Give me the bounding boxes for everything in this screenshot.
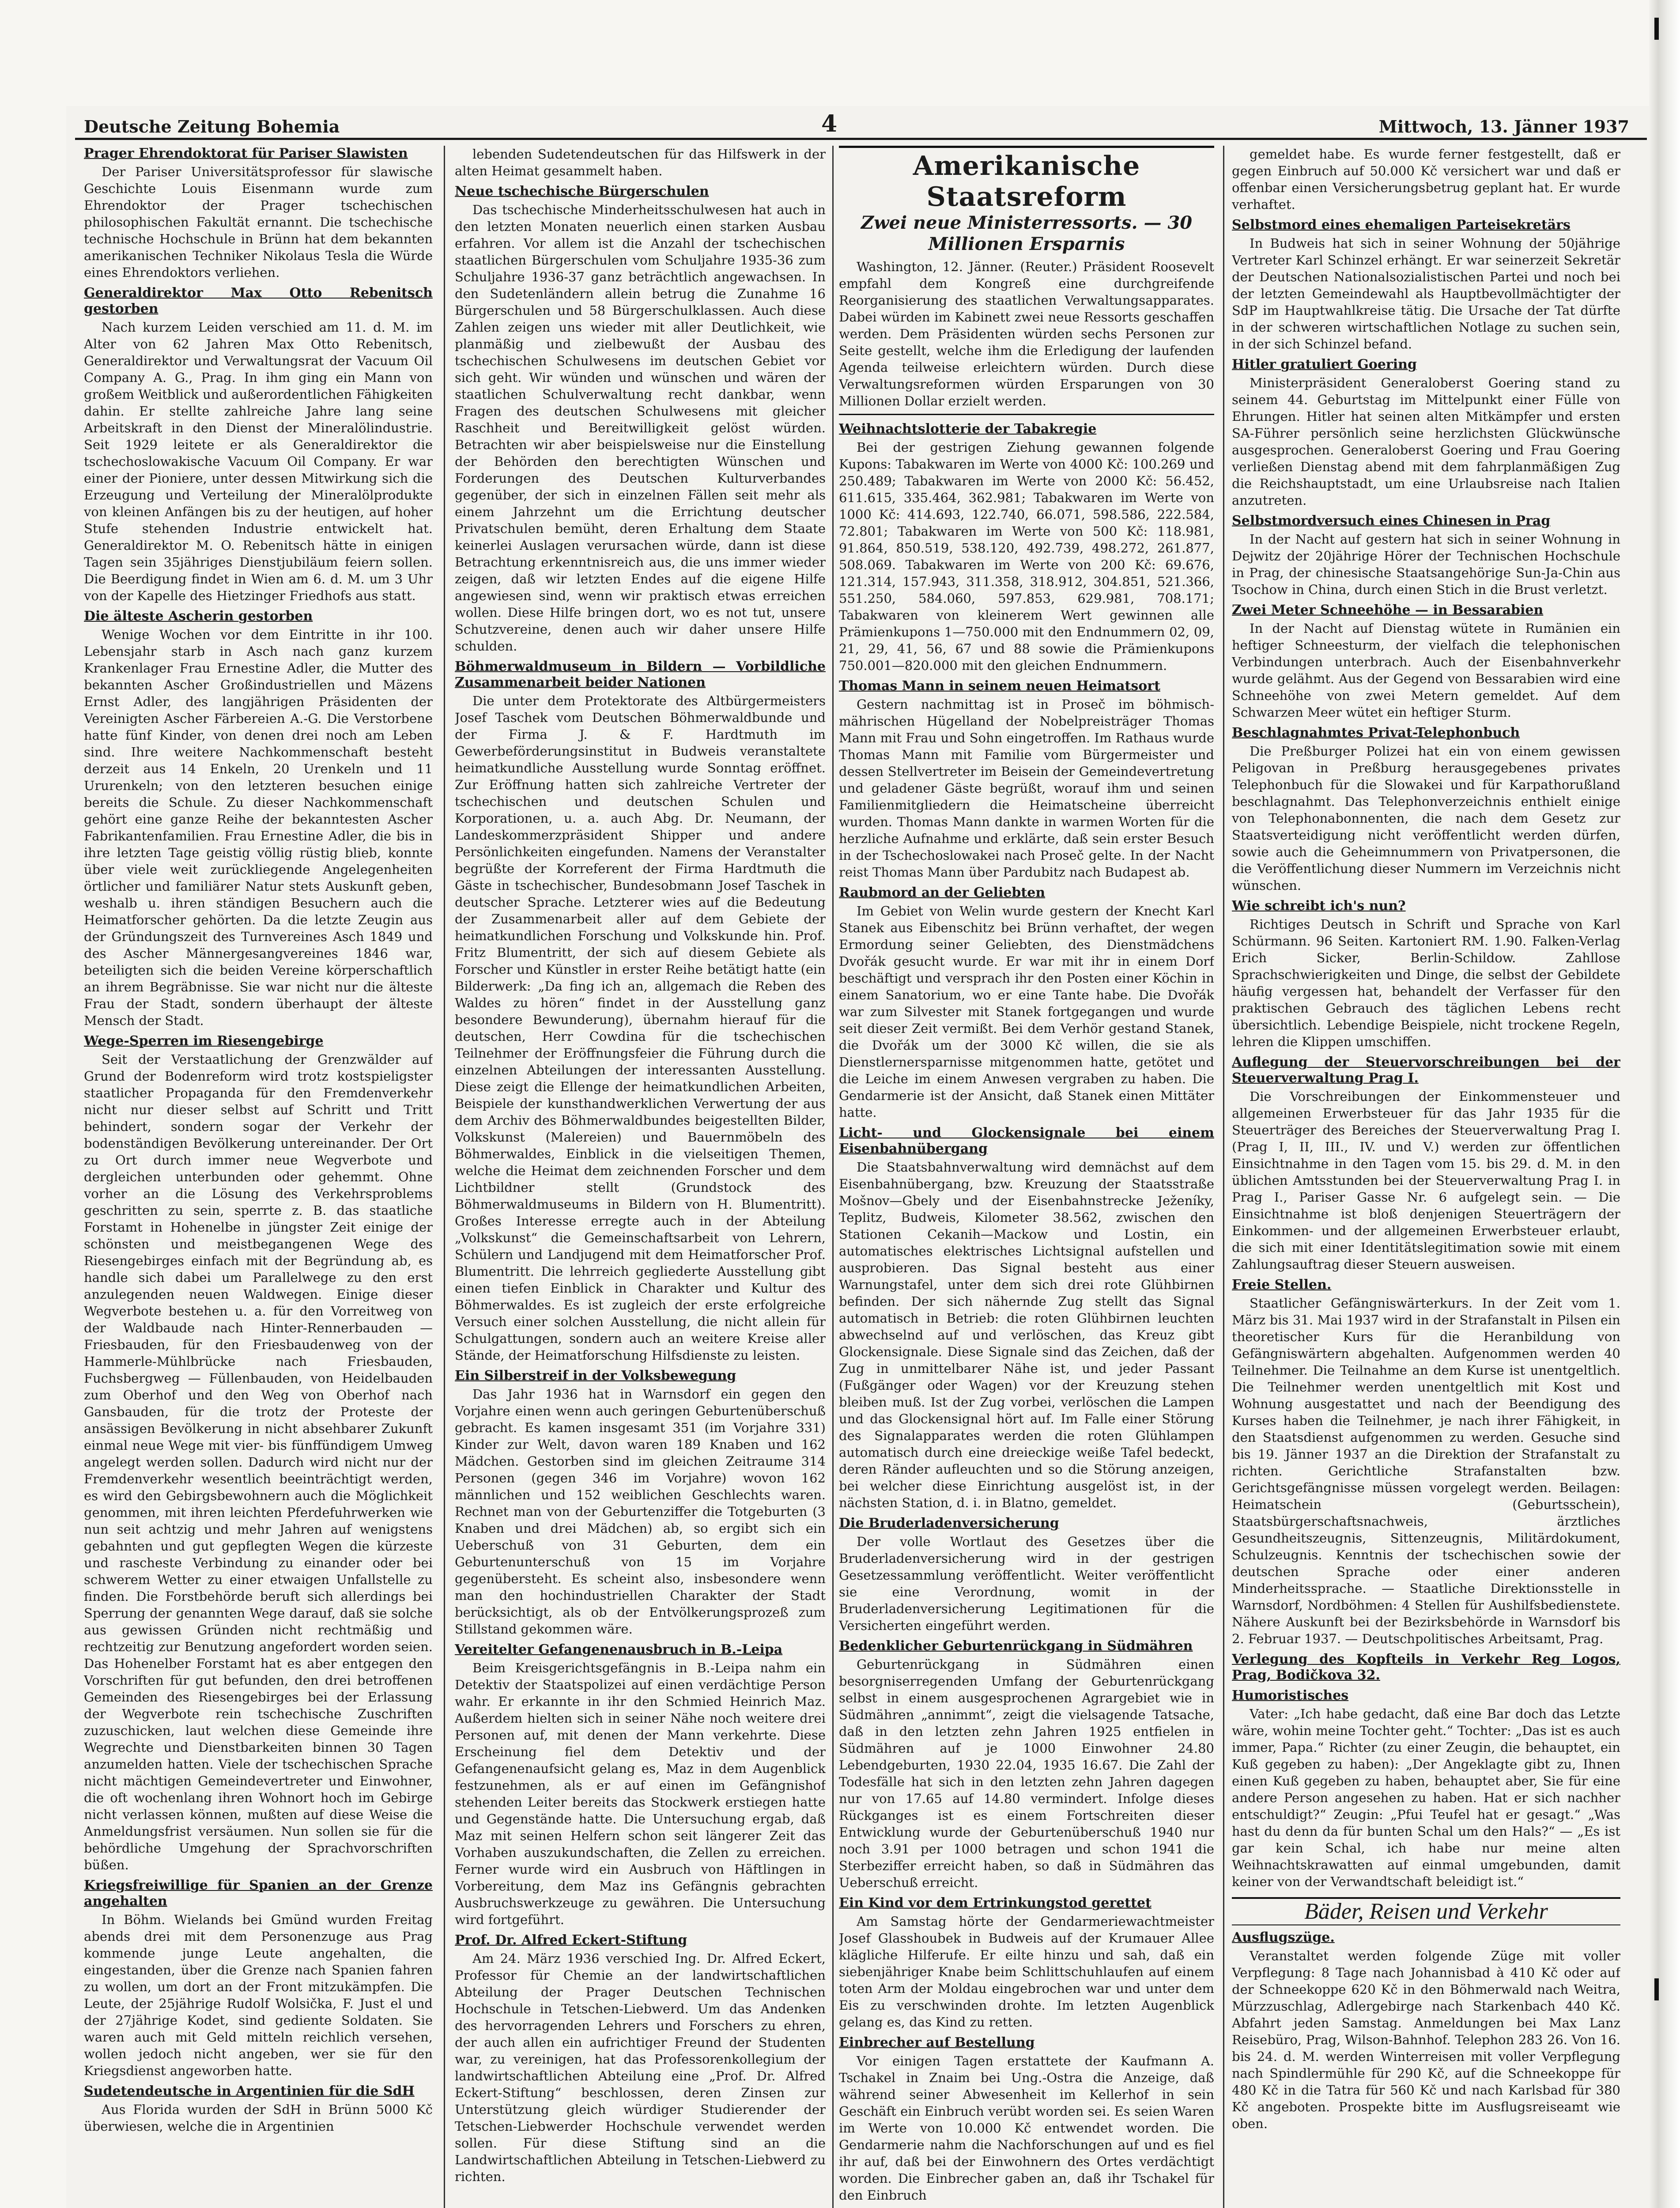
article	[839, 1125, 1214, 1511]
article-headline: Thomas Mann in seinem neuen Heimatsort	[839, 678, 1160, 694]
article-body: In der Nacht auf Dienstag wütete in Rumänien ein heftiger Schneesturm, der vielfach die telephonischen Verbindungen unterbrach. Auch der Eisenbahnverkehr wurde gelähmt. Aus der Gegend von Bessarabien wird eine Schneehöhe von zwei Metern gemeldet. Auf dem Schwarzen Meer wütet ein heftiger Sturm.	[1232, 621, 1620, 720]
scan-mark	[1654, 1978, 1659, 2000]
article	[1232, 146, 1620, 213]
article-headline: Freie Stellen.	[1232, 1277, 1332, 1293]
column-3	[839, 146, 1214, 2208]
article-body: In Budweis hat sich in seiner Wohnung der 50jährige Vertreter Karl Schinzel erhängt. Er war seinerzeit Sekretär der Deutschen Nationalsozialistischen Partei und noch bei der letzten Gemeindewahl als Hauptbevollmächtigter der SdP im Hauptwahlkreise tätig. Die Ursache der Tat dürfte in der schweren wirtschaftlichen Notlage zu suchen sein, in der sich Schinzel befand.	[1232, 236, 1620, 352]
page-number: 4	[821, 110, 838, 137]
article	[1232, 725, 1620, 894]
article-body: Gestern nachmittag ist in Proseč im böhmisch-mährischen Hügelland der Nobelpreisträger Thomas Mann mit Frau und Sohn eingetroffen. Im Rathaus wurde Thomas Mann mit Familie vom Bürgermeister und dessen Stellvertreter im Beisein der Gemeindevertretung und geladener Gäste begrüßt, worauf ihm und seinen Familienmitgliedern die Heimatscheine überreicht wurden. Thomas Mann dankte in warmen Worten für die herzliche Aufnahme und erklärte, daß sein erster Besuch in der Tschechoslowakei nach Proseč gelte. In der Nacht reist Thomas Mann über Pardubitz nach Budapest ab.	[839, 697, 1214, 880]
article-headline: Ein Kind vor dem Ertrinkungstod gerettet	[839, 1895, 1151, 1911]
article-headline: Kriegsfreiwillige für Spanien an der Grenze angehalten	[84, 1878, 433, 1909]
issue-date: Mittwoch, 13. Jänner 1937	[1378, 117, 1629, 136]
article-body: Die Vorschreibungen der Einkommensteuer und allgemeinen Erwerbsteuer für das Jahr 1935 für die Steuerträger des Bereiches der Steuerverwaltung Prag I. (Prag I, II, III., IV. und V.) werden zur öffentlichen Einsichtnahme in den Tagen vom 15. bis 29. d. M. in den üblichen Amtsstunden bei der Steuerverwaltung Prag I. in Prag I., Pariser Gasse Nr. 6 aufgelegt sein. — Die Einsichtnahme ist bloß denjenigen Steuerträgern der Einkommen- und der allgemeinen Erwerbsteuer erlaubt, die sich mit einer Identitätslegitimation sowie mit einem Zahlungsauftrag dieser Steuern ausweisen.	[1232, 1089, 1620, 1272]
column-1	[84, 146, 433, 2208]
article	[1232, 1652, 1620, 1683]
article-body: Das tschechische Minderheitsschulwesen hat auch in den letzten Monaten neuerlich einen starken Ausbau erfahren. Vor allem ist die Anzahl der tschechischen staatlichen Bürgerschulen vom Schuljahre 1935-36 zum Schuljahre 1936-37 ganz beträchtlich angewachsen. In den Sudetenländern allein betrug die Zunahme 16 Bürgerschulen und 58 Bürgerschulklassen. Auch diese Zahlen zeigen uns wieder mit aller Deutlichkeit, wie planmäßig und zielbewußt der Ausbau des tschechischen Schulwesens im deutschen Gebiet vor sich geht. Wir wünden und wünschen und wären der staatlichen Schulverwaltung recht dankbar, wenn Fragen des deutschen Schulwesens mit gleicher Raschheit und Bereitwilligkeit gelöst würden. Betrachten wir aber beispielsweise nur die Einstellung der Behörden den berechtigten Wünschen und Forderungen des Deutschen Kulturverbandes gegenüber, der sich in einzelnen Fällen seit mehr als einem Jahrzehnt um die Errichtung deutscher Privatschulen bemüht, deren Erhaltung dem Staate keinerlei Auslagen verursachen würde, dann ist diese Betrachtung erkenntnisreich aus, die uns immer wieder zeigen, daß wir letzten Endes auf die eigene Hilfe angewiesen sind, wenn wir praktisch etwas erreichen wollen. Diese Hilfe bringen dort, wo es not tut, unsere Schutzvereine, denen auch wir daher unsere Hilfe schulden.	[455, 202, 826, 654]
scan-mark	[1654, 18, 1659, 40]
column-4	[1232, 146, 1620, 2208]
article	[455, 1642, 826, 1928]
article-body: Staatlicher Gefängniswärterkurs. In der Zeit vom 1. März bis 31. Mai 1937 wird in der Strafanstalt in Pilsen ein theoretischer Kurs für die Heranbildung von Gefängniswärtern abgehalten. Aufgenommen werden 40 Teilnehmer. Die Teilnahme an dem Kurse ist unentgeltlich. Die Teilnehmer werden unentgeltlich mit Kost und Wohnung ausgestattet und nach der Beendigung des Kurses haben die Teilnehmer, je nach ihrer Fähigkeit, in den Staatsdienst aufgenommen zu werden. Gesuche sind bis 19. Jänner 1937 an die Direktion der Strafanstalt zu richten. Gerichtliche Strafanstalten bzw. Gerichtsgefängnisse müssen vorgelegt werden. Beilagen: Heimatschein (Geburtsschein), Staatsbürgerschaftsnachweis, ärztliches Gesundheitszeugnis, Sittenzeugnis, Militärdokument, Schulzeugnis. Kenntnis der tschechischen sowie der deutschen Sprache oder einer anderen Minderheitssprache. — Staatliche Direktionsstelle in Warnsdorf, Nordböhmen: 4 Stellen für Aushilfsbedienstete. Nähere Auskunft bei der Bezirksbehörde in Warnsdorf bis 2. Februar 1937. — Deutschpolitisches Arbeitsamt, Prag.	[1232, 1296, 1620, 1646]
section-heading: Bäder, Reisen und Verkehr	[1232, 1897, 1620, 1925]
article-headline: Selbstmordversuch eines Chinesen in Prag	[1232, 513, 1551, 529]
article-headline: Zwei Meter Schneehöhe — in Bessarabien	[1232, 602, 1544, 618]
article	[84, 146, 433, 281]
article-headline: Beschlagnahmtes Privat-Telephonbuch	[1232, 725, 1520, 741]
article-body: Vater: „Ich habe gedacht, daß eine Bar doch das Letzte wäre, wohin meine Tochter geht.“ Tochter: „Das ist es auch immer, Papa.“ Richter (zu einer Zeugin, die behauptet, ein Kuß gegeben zu haben): „Der Angeklagte gibt zu, Ihnen einen Kuß gegeben zu haben, behauptet aber, Sie für eine andere Person angesehen zu haben. Hat er sich nachher entschuldigt?“ Zeugin: „Pfui Teufel hat er gesagt.“ „Was hast du denn da für bunten Schal um den Hals?“ — „Es ist gar kein Schal, ich habe nur meine alten Weihnachtskrawatten auf einmal umgebunden, damit keiner von der Verwandtschaft beleidigt ist.“	[1232, 1706, 1620, 1889]
article	[1232, 217, 1620, 352]
article-body: Am Samstag hörte der Gendarmeriewachtmeister Josef Glasshoubek in Budweis auf der Krumauer Allee klägliche Hilferufe. Er eilte hinzu und sah, daß ein siebenjähriger Knabe beim Schlittschuhlaufen auf einem toten Arm der Moldau eingebrochen war und unter dem Eis zu verschwinden drohte. Im letzten Augenblick gelang es, das Kind zu retten.	[839, 1914, 1214, 2030]
article	[839, 885, 1214, 1121]
article	[839, 421, 1214, 674]
article-headline: Verlegung des Kopfteils in Verkehr Reg Logos, Prag, Bodičkova 32.	[1232, 1652, 1620, 1683]
article	[839, 1895, 1214, 2030]
article-headline: Vereitelter Gefangenenausbruch in B.-Leipa	[455, 1642, 783, 1657]
article	[839, 1638, 1214, 1891]
paper-name: Deutsche Zeitung Bohemia	[84, 117, 340, 136]
article	[1232, 1055, 1620, 1273]
article	[1232, 1688, 1620, 1890]
lead-body: Washington, 12. Jänner. (Reuter.) Präsident Roosevelt empfahl dem Kongreß eine durchgreifende Reorganisierung des staatlichen Verwaltungsapparates. Dabei würden im Kabinett zwei neue Ressorts geschaffen werden. Dem Präsidenten würden sechs Personen zur Seite gestellt, welche ihm die Erledigung der laufenden Agenda teilweise erleichtern würden. Durch diese Verwaltungsreformen würden Ersparungen von 30 Millionen Dollar erzielt werden.	[839, 259, 1214, 408]
article-body: lebenden Sudetendeutschen für das Hilfswerk in der alten Heimat gesammelt haben.	[455, 147, 826, 178]
article	[839, 678, 1214, 881]
page-header	[75, 110, 1647, 146]
lead-headline: Amerikanische Staatsreform	[913, 151, 1140, 212]
article-body: gemeldet habe. Es wurde ferner festgestellt, daß er gegen Einbruch auf 50.000 Kč versichert war und daß er offenbar einen Versicherungsbetrug geplant hat. Er wurde verhaftet.	[1232, 147, 1620, 212]
article-headline: Böhmerwaldmuseum in Bildern — Vorbildliche Zusammenarbeit beider Nationen	[455, 659, 826, 690]
column-rule	[832, 146, 834, 2208]
article-headline: Hitler gratuliert Goering	[1232, 357, 1417, 372]
article-body: Im Gebiet von Welin wurde gestern der Knecht Karl Stanek aus Eibenschitz bei Brünn verhaftet, der wegen Ermordung seiner Geliebten, des Dienstmädchens Dvořák gesucht wurde. Er war mit ihr in einem Dorf beschäftigt und versprach ihr den Posten einer Köchin in einem Sanatorium, wo er eine Tante habe. Die Dvořák war zum Silvester mit Stanek fortgegangen und wurde seit dieser Zeit vermißt. Bei dem Verhör gestand Stanek, die Dvořák um der 3000 Kč willen, die sie als Dienstlernersparnisse mitgenommen hatte, getötet und die Leiche im einem Anwesen vergraben zu haben. Die Gendarmerie ist der Ansicht, daß Stanek einen Mittäter hatte.	[839, 904, 1214, 1120]
column-rule	[1223, 146, 1224, 2208]
article	[1232, 1277, 1620, 1647]
article-headline: Die älteste Ascherin gestorben	[84, 609, 313, 624]
article-headline: Wie schreibt ich's nun?	[1232, 898, 1406, 914]
article-body: Richtiges Deutsch in Schrift und Sprache von Karl Schürmann. 96 Seiten. Kartoniert RM. 1.90. Falken-Verlag Erich Sicker, Berlin-Schildow. Zahllose Sprachschwierigkeiten und Dinge, die selbst der Gebildete häufig vergessen hat, behandelt der Verfasser für den praktischen Gebrauch des täglichen Lebens recht übersichtlich. Lebendige Beispiele, nicht trockene Regeln, lehren die Klippen umschiffen.	[1232, 917, 1620, 1049]
article-headline: Sudetendeutsche in Argentinien für die SdH	[84, 2083, 415, 2099]
article	[84, 285, 433, 604]
article	[839, 1516, 1214, 1634]
article-headline: Die Bruderladenversicherung	[839, 1516, 1059, 1531]
article-body: Wenige Wochen vor dem Eintritte in ihr 100. Lebensjahr starb in Asch nach ganz kurzem Krankenlager Frau Ernestine Adler, die Mutter des bekannten Ascher Großindustriellen und Mäzens Ernst Adler, des langjährigen Präsidenten der Vereinigten Ascher Färbereien A.-G. Die Verstorbene hatte fünf Kinder, von denen drei noch am Leben sind. Ihre weitere Nachkommenschaft besteht derzeit aus 14 Enkeln, 20 Urenkeln und 11 Ururenkeln; von den letzteren besuchen einige bereits die Schule. Zu dieser Nachkommenschaft gehört eine ganze Reihe der bekanntesten Ascher Fabrikantenfamilien. Frau Ernestine Adler, die bis in ihre letzten Tage geistig völlig rüstig blieb, konnte über viele weit zurückliegende Angelegenheiten örtlicher und familiärer Natur stets Auskunft geben, weshalb u. ihren ständigen Besuchern auch die Heimatforscher gehörten. Da die letzte Zeugin aus der Gründungszeit des Turnvereines Asch 1849 und des Ascher Männergesangvereines 1846 war, beteiligten sich die beiden Vereine körperschaftlich an ihrem Begräbnisse. Sie war nicht nur die älteste Frau der Stadt, sondern überhaupt der älteste Mensch der Stadt.	[84, 627, 433, 1028]
article-body: Der Pariser Universitätsprofessor für slawische Geschichte Louis Eisenmann wurde zum Ehrendoktor der Prager tschechischen philosophischen Fakultät ernannt. Die tschechische technische Hochschule in Brünn hat dem bekannten amerikanischen Techniker Nikolaus Tesla die Würde eines Ehrendoktors verliehen.	[84, 164, 433, 280]
article	[1232, 602, 1620, 721]
article-headline: Auflegung der Steuervorschreibungen bei der Steuerverwaltung Prag I.	[1232, 1055, 1620, 1086]
article	[839, 2035, 1214, 2204]
article	[455, 659, 826, 1364]
article-body: Veranstaltet werden folgende Züge mit voller Verpflegung: 8 Tage nach Johannisbad à 410 Kč oder auf der Schneekoppe 620 Kč in den Böhmerwald nach Weitra, Mürzzuschlag, Adlergebirge nach Starkenbach 440 Kč. Abfahrt jeden Samstag. Anmeldungen bei Max Lanz Reisebüro, Prag, Wilson-Bahnhof. Telephon 283 26. Von 16. bis 24. d. M. werden Winterreisen mit voller Verpflegung nach Spindlermühle für 290 Kč, auf die Schneekoppe für 480 Kč in die Tatra für 560 Kč und nach Karlsbad für 380 Kč angeboten. Prospekte bitte im Ausflugsreiseamt wie oben.	[1232, 1948, 1620, 2131]
article	[1232, 513, 1620, 598]
article-body: Die Preßburger Polizei hat ein von einem gewissen Peligovan in Preßburg herausgegebenes privates Telephonbuch für die Slowakei und für Karpathorußland beschlagnahmt. Das Telephonverzeichnis enthielt einige von Telephonabonnenten, die nach dem Gesetz zur Staatsverteidigung nicht veröffentlicht werden dürfen, sowie auch die Geheimnummern von Privatpersonen, die die Veröffentlichung dieser Nummern im Verzeichnis nicht wünschen.	[1232, 744, 1620, 893]
article-headline: Neue tschechische Bürgerschulen	[455, 184, 709, 199]
article	[1232, 357, 1620, 509]
article	[455, 184, 826, 654]
article-headline: Generaldirektor Max Otto Rebenitsch gestorben	[84, 285, 433, 317]
article-body: Die unter dem Protektorate des Altbürgermeisters Josef Taschek vom Deutschen Böhmerwaldbunde und der Firma J. & F. Hardtmuth im Gewerbeförderungsinstitut in Budweis veranstaltete heimatkundliche Ausstellung wurde Sonntag eröffnet. Zur Eröffnung hatten sich zahlreiche Vertreter der tschechischen und deutschen Schulen und Korporationen, u. a. auch Abg. Dr. Neumann, der Landeskommerzpräsident Shipper und andere Persönlichkeiten eingefunden. Namens der Veranstalter begrüßte der Korreferent der Firma Hardtmuth die Gäste in tschechischer, Bundesobmann Josef Taschek in deutscher Sprache. Letzterer wies auf die Bedeutung der Zusammenarbeit aller auf dem Gebiete der heimatkundlichen Forschung und Volkskunde hin. Prof. Fritz Blumentritt, der sich auf diesem Gebiete als Forscher und Künstler in erster Reihe betätigt hatte (ein Bilderwerk: „Da fing ich an, allgemach die Reben des Waldes zu hören“ findet in der Ausstellung ganz besondere Bewunderung), übernahm hierauf für die deutschen, Herr Cowdina für die tschechischen Teilnehmer der Eröffnungsfeier die Führung durch die einzelnen Abteilungen der interessanten Ausstellung. Diese zeigt die Ellenge der heimatkundlichen Arbeiten, Beispiele der kunsthandwerklichen Verwertung der aus dem Archiv des Böhmerwaldbundes beigestellten Bilder, Volkskunst (Malereien) und Bauernmöbeln des Böhmerwaldes, Einblick in die vielseitigen Themen, welche die Heimat dem zeichnenden Forscher und dem Lichtbildner stellt (Grundstock des Böhmerwaldmuseums in Bildern von H. Blumentritt). Großes Interesse erregte auch in der Abteilung „Volkskunst“ die Gemeinschaftsarbeit von Lehrern, Schülern und Landjugend mit dem Heimatforscher Prof. Blumentritt. Die lehrreich gegliederte Ausstellung gibt einen tiefen Einblick in Charakter und Kultur des Böhmerwaldes. Es ist zugleich der erste erfolgreiche Versuch einer solchen Ausstellung, die nicht allein für Schulgattungen, sondern auch an weitere Kreise aller Stände, der Heimatforschung Hilfsdienste zu leisten.	[455, 693, 826, 1363]
lead-subheadline: Zwei neue Ministerressorts. — 30 Millionen Ersparnis	[861, 212, 1193, 254]
article	[1232, 1930, 1620, 2132]
article-headline: Humoristisches	[1232, 1688, 1349, 1703]
article-body: Nach kurzem Leiden verschied am 11. d. M. im Alter von 62 Jahren Max Otto Rebenitsch, Generaldirektor und Verwaltungsrat der Vacuum Oil Company A. G., Prag. In ihm ging ein Mann von großem Weitblick und außerordentlichen Fähigkeiten dahin. Er stellte zahlreiche Jahre lang seine Arbeitskraft in den Dienst der Mineralölindustrie. Seit 1929 leitete er als Generaldirektor die tschechoslowakische Vacuum Oil Company. Er war einer der Pioniere, unter dessen Mitwirkung sich die Erzeugung und Verteilung der Mineralölprodukte von kleinen Anfängen bis zu der heutigen, auf hoher Stufe stehenden Industrie entwickelt hat. Generaldirektor M. O. Rebenitsch hätte in einigen Tagen sein 35jähriges Dienstjubiläum feiern sollen. Die Beerdigung findet in Wien am 6. d. M. um 3 Uhr von der Kapelle des Hietzinger Friedhofs aus statt.	[84, 320, 433, 603]
article-headline: Bedenklicher Geburtenrückgang in Südmähren	[839, 1638, 1193, 1654]
header-rule	[75, 138, 1647, 140]
article	[455, 1368, 826, 1637]
article-body: In der Nacht auf gestern hat sich in seiner Wohnung in Dejwitz der 20jährige Hörer der Technischen Hochschule in Prag, der chinesische Staatsangehörige Sun-Ja-Chin aus Tsochow in China, durch einen Stich in die Brust verletzt.	[1232, 532, 1620, 597]
article	[455, 146, 826, 179]
article-body: Aus Florida wurden der SdH in Brünn 5000 Kč überwiesen, welche die in Argentinien	[84, 2102, 433, 2134]
article-headline: Selbstmord eines ehemaligen Parteisekretärs	[1232, 217, 1571, 233]
article-body: In Böhm. Wielands bei Gmünd wurden Freitag abends drei mit dem Personenzuge aus Prag kommende junge Leute angehalten, die eingestanden, über die Grenze nach Spanien fahren zu wollen, um dort an der Front mitzukämpfen. Die Leute, der 25jährige Rudolf Wolsička, F. Just el und der 27jährige Kodet, sind gediente Soldaten. Sie waren auch mit Geld mitteln reichlich versehen, wollen jedoch nicht angeben, wer sie für den Kriegsdienst angeworben hatte.	[84, 1912, 433, 2078]
article	[84, 1033, 433, 1873]
article-body: Bei der gestrigen Ziehung gewannen folgende Kupons: Tabakwaren im Werte von 4000 Kč: 100.269 und 250.489; Tabakwaren im Werte von 2000 Kč: 56.452, 611.615, 335.464, 362.981; Tabakwaren im Werte von 1000 Kč: 414.693, 122.740, 66.071, 598.586, 222.584, 72.801; Tabakwaren im Werte von 500 Kč: 118.981, 91.864, 850.519, 538.120, 492.739, 498.272, 261.877, 508.069. Tabakwaren im Werte von 200 Kč: 69.676, 121.314, 157.943, 311.358, 318.912, 304.851, 521.366, 551.250, 584.060, 597.853, 629.981, 708.171; Tabakwaren von kleinerem Wert gewinnen alle Prämienkupons 1—750.000 mit den Endnummern 02, 09, 21, 29, 41, 56, 67 und 88 sowie die Prämienkupons 750.001—820.000 mit den gleichen Endnummern.	[839, 440, 1214, 673]
article	[1232, 898, 1620, 1050]
column-rule	[444, 146, 445, 2208]
article	[84, 609, 433, 1029]
article-body: Am 24. März 1936 verschied Ing. Dr. Alfred Eckert, Professor für Chemie an der landwirtschaftlichen Abteilung der Prager Deutschen Technischen Hochschule in Tetschen-Liebwerd. Um das Andenken des hervorragenden Lehrers und Forschers zu ehren, der auch allen ein aufrichtiger Freund der Studenten war, zu vereinigen, hat das Professorenkollegium der landwirtschaftlichen Abteilung eine „Prof. Dr. Alfred Eckert-Stiftung“ beschlossen, deren Zinsen zur Unterstützung gleich würdiger Studierender der Tetschen-Liebwerder Hochschule verwendet werden sollen. Für diese Stiftung sind an die Landwirtschaftlichen Abteilung in Tetschen-Liebwerd zu richten.	[455, 1951, 826, 2184]
article-headline: Prager Ehrendoktorat für Pariser Slawisten	[84, 146, 408, 161]
article	[84, 2083, 433, 2135]
article-body: Vor einigen Tagen erstattete der Kaufmann A. Tschakel in Znaim bei Ung.-Ostra die Anzeige, daß während seiner Abwesenheit im Kellerhof in sein Geschäft ein Einbruch verübt worden sei. Es seien Waren im Werte von 10.000 Kč entwendet worden. Die Gendarmerie nahm die Nachforschungen auf und es fiel ihr auf, daß bei der Einwohnern des Ortes verdächtigt worden. Die Einbrecher gaben an, daß ihr Tschakel für den Einbruch	[839, 2053, 1214, 2203]
article-body: Seit der Verstaatlichung der Grenzwälder auf Grund der Bodenreform wird trotz kostspieligster staatlicher Propaganda für den Fremdenverkehr nicht nur dieser selbst auf Schritt und Tritt behindert, sondern sogar der Verkehr der bodenständigen Bevölkerung untereinander. Der Ort zu Ort durch immer neue Wegverbote und dergleichen unterbunden oder gehemmt. Ohne vorher an die Lösung des Verkehrsproblems geschritten zu sein, sperrte z. B. das staatliche Forstamt in Hohenelbe in jüngster Zeit einige der schönsten und meistbegangenen Wege des Riesengebirges einfach mit der Begründung ab, es handle sich dabei um Parallelwege zu den erst anzulegenden neuen Waldwegen. Einige dieser Wegverbote bestehen u. a. für den Vorreitweg von der Waldbaude nach Hinter-Rennerbauden — Friesbauden, für den Friesbaudenweg von der Hammerle-Mühlbrücke nach Friesbauden, Fuchsbergweg — Füllenbauden, von Heidelbauden zum Oberhof und den Weg von Oberhof nach Gansbauden, für die trotz der Proteste der ansässigen Bevölkerung in nicht absehbarer Zukunft einmal neue Wege mit vier- bis fünffündigem Umweg angelegt werden sollen. Dadurch wird nicht nur der Fremdenverkehr wesentlich beeinträchtigt werden, es wird den Gebirgsbewohnern auch die Möglichkeit genommen, mit ihren leichten Pferdefuhrwerken wie nun seit achtzig und mehr Jahren auf wenigstens gebahnten und gut gepflegten Wegen die kürzeste und rascheste Verbindung zu einander oder bei schwerem Wetter zu einer etwaigen Unfallstelle zu finden. Die Forstbehörde beruft sich allerdings bei Sperrung der genannten Wege darauf, daß sie solche aus gewissen Gründen nicht rechtmäßig und rechtzeitig zur Benutzung angefordert worden seien. Das Hohenelber Forstamt hat es aber entgegen den Vorschriften für gut befunden, den drei betroffenen Gemeinden des Riesengebirges bei der Erlassung der Wegverbote rein tschechische Zuschriften zuzuschicken, laut welchen diese Gemeinde ihre Wegrechte und Dienstbarkeiten binnen 30 Tagen anzumelden hatten. Viele der tschechischen Sprache nicht mächtigen Gemeindevertreter und Einwohner, die oft wochenlang ihren Wohnort hoch im Gebirge nicht verlassen können, mußten auf diese Weise die Anmeldungsfrist versäumen. Nun sollen sie für die behördliche Umgehung der Sprachvorschriften büßen.	[84, 1052, 433, 1872]
lead-article	[839, 146, 1214, 415]
article-body: Das Jahr 1936 hat in Warnsdorf ein gegen den Vorjahre einen wenn auch geringen Geburtenüberschuß gebracht. Es kamen insgesamt 351 (im Vorjahre 331) Kinder zur Welt, davon waren 189 Knaben und 162 Mädchen. Gestorben sind im gleichen Zeitraume 314 Personen (gegen 346 im Vorjahre) wovon 162 männlichen und 152 weiblichen Geschlechts waren. Rechnet man von der Geburtenziffer die Totgeburten (3 Knaben und drei Mädchen) ab, so ergibt sich ein Ueberschuß von 31 Geburten, dem ein Geburtenunterschuß von 15 im Vorjahre gegenübersteht. Es scheint also, insbesondere wenn man den hochindustriellen Charakter der Stadt berücksichtigt, als ob der Entvölkerungsprozeß zum Stillstand gekommen wäre.	[455, 1387, 826, 1637]
article-headline: Raubmord an der Geliebten	[839, 885, 1046, 900]
article-headline: Weihnachtslotterie der Tabakregie	[839, 421, 1097, 437]
article	[84, 1878, 433, 2079]
article-body: Der volle Wortlaut des Gesetzes über die Bruderladenversicherung wird in der gestrigen Gesetzessammlung veröffentlicht. Weiter veröffentlicht sie eine Verordnung, womit in der Bruderladenversicherung Legitimationen für die Versicherten eingeführt werden.	[839, 1534, 1214, 1633]
article-headline: Licht- und Glockensignale bei einem Eisenbahnübergang	[839, 1125, 1214, 1157]
article-headline: Prof. Dr. Alfred Eckert-Stiftung	[455, 1932, 687, 1948]
article-body: Geburtenrückgang in Südmähren einen besorgniserregenden Umfang der Geburtenrückgang selbst in einem ausgesprochenen Agrargebiet wie in Südmähren „annimmt“, zeigt die vielsagende Tatsache, daß in den letzten zehn Jahren 1925 entfielen in Südmähren auf je 1000 Einwohner 24.80 Lebendgeburten, 1930 22.04, 1935 16.67. Die Zahl der Todesfälle hat sich in den letzten zehn Jahren dagegen nur von 17.65 auf 14.80 vermindert. Infolge dieses Rückganges ist es einem Fortschreiten dieser Entwicklung wurde der Geburtenüberschuß 1940 nur noch 3.91 per 1000 betragen und schon 1941 die Sterbeziffer erreicht haben, so daß in Südmähren das Ueberschuß erreicht.	[839, 1657, 1214, 1890]
scan-edge	[1649, 0, 1680, 2208]
article-headline: Ein Silberstreif in der Volksbewegung	[455, 1368, 736, 1384]
article	[455, 1932, 826, 2185]
column-2	[455, 146, 826, 2208]
article-body: Ministerpräsident Generaloberst Goering stand zu seinem 44. Geburtstag im Mittelpunkt einer Fülle von Ehrungen. Hitler hat seinen alten Mitkämpfer und ersten SA-Führer persönlich seine herzlichsten Glückwünsche ausgesprochen. Generaloberst Goering und Frau Goering verließen Dienstag abend mit dem fahrplanmäßigen Zug die Reichshauptstadt, um eine Urlaubsreise nach Italien anzutreten.	[1232, 375, 1620, 508]
article-body: Beim Kreisgerichtsgefängnis in B.-Leipa nahm ein Detektiv der Staatspolizei auf einen verdächtige Person wahr. Er erkannte in ihr den Schmied Heinrich Maz. Außerdem hielten sich in seiner Nähe noch weitere drei Personen auf, mit denen der Mann verkehrte. Diese Erscheinung fiel dem Detektiv und der Gefangenenaufsicht gelang es, Maz in dem Augenblick festzunehmen, als er auf einen im Gefängnishof stehenden Leiter bereits das Stockwerk erstiegen hatte und Gegenstände hatte. Die Untersuchung ergab, daß Maz mit seinen Helfern schon seit längerer Zeit das Vorhaben auszukundschaften, die Zellen zu erreichen. Ferner wurde wird ein Ausbruch von Häftlingen in Vorbereitung, dem Maz ins Gefängnis gebrachten Ausbruchswerkzeuge zu gewähren. Die Untersuchung wird fortgeführt.	[455, 1660, 826, 1927]
article-headline: Ausflugszüge.	[1232, 1930, 1335, 1945]
article-headline: Wege-Sperren im Riesengebirge	[84, 1033, 324, 1049]
article-headline: Einbrecher auf Bestellung	[839, 2035, 1035, 2050]
article-body: Die Staatsbahnverwaltung wird demnächst auf dem Eisenbahnübergang, bzw. Kreuzung der Staatsstraße Mošnov—Gbely und der Eisenbahnstrecke Ježeníky, Teplitz, Budweis, Kilometer 38.562, zwischen den Stationen Cekanih—Mackow und Lostin, ein automatisches elektrisches Lichtsignal aufstellen und ausprobieren. Das Signal besteht aus einer Warnungstafel, unter dem sich drei rote Glühbirnen befinden. Der sich nähernde Zug stellt das Signal automatisch in Betrieb: die roten Glühbirnen leuchten abwechselnd auf und verlöschen, das Kreuz gibt Glockensignale. Diese Signale sind das Zeichen, daß der Zug in unmittelbarer Nähe ist, und jeder Passant (Fußgänger oder Wagen) vor der Kreuzung stehen bleiben muß. Ist der Zug vorbei, verlöschen die Lampen und das Glockensignal hört auf. Im Falle einer Störung des Signalapparates werden die roten Glühlampen automatisch durch eine dreieckige weiße Tafel bedeckt, deren Ränder aufleuchten und so die Störung anzeigen, bei welcher diese Einrichtung ausgelöst ist, in der nächsten Station, d. i. in Blatno, gemeldet.	[839, 1160, 1214, 1510]
